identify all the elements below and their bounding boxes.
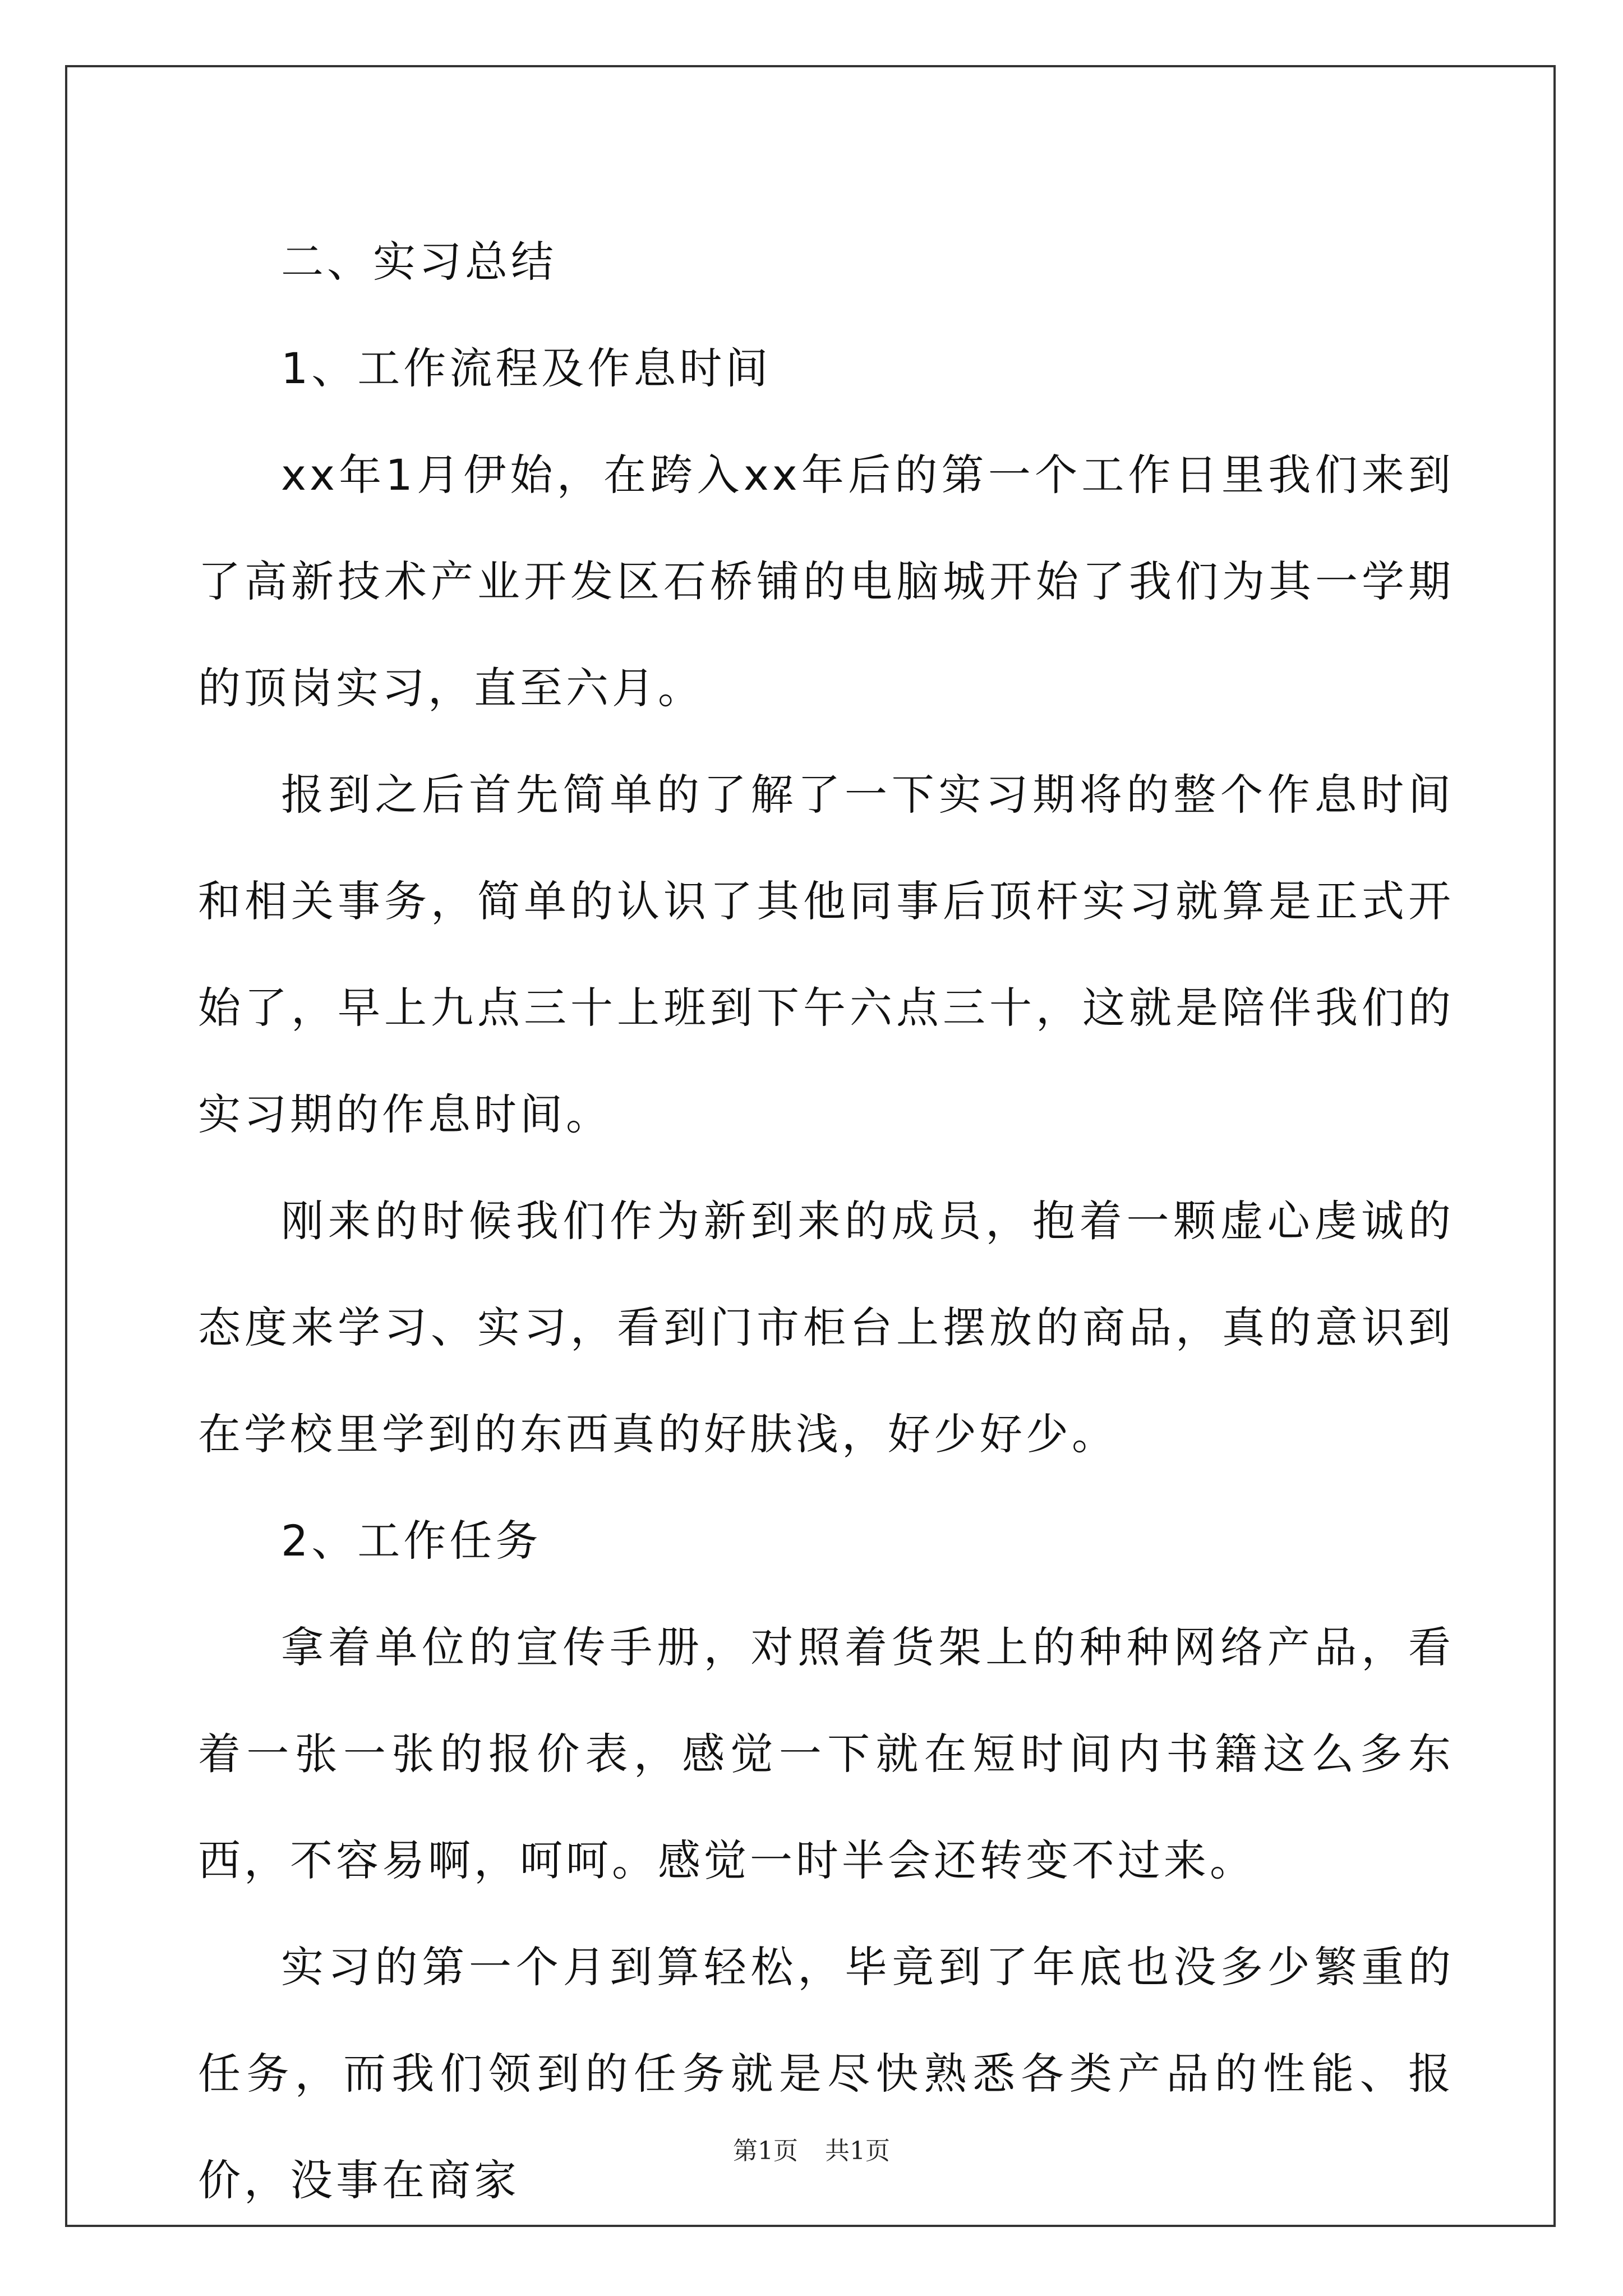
body-paragraph: 实习的第一个月到算轻松，毕竟到了年底也没多少繁重的任务，而我们领到的任务就是尽快熟悉各类产品的性能、报价，没事在商家 [198, 1942, 1454, 2205]
subsection-heading: 1、工作流程及作息时间 [281, 343, 772, 393]
body-paragraph: xx年1月伊始，在跨入xx年后的第一个工作日里我们来到了高新技术产业开发区石桥铺的电脑城开始了我们为其一学期的顶岗实习，直至六月。 [198, 450, 1454, 713]
page-total: 共1页 [825, 2137, 890, 2165]
body-paragraph: 刚来的时候我们作为新到来的成员，抱着一颗虚心虔诚的态度来学习、实习，看到门市柜台上摆放的商品，真的意识到在学校里学到的东西真的好肤浅，好少好少。 [198, 1196, 1454, 1459]
body-paragraph: 拿着单位的宣传手册，对照着货架上的种种网络产品，看着一张一张的报价表，感觉一下就在短时间内书籍这么多东西，不容易啊，呵呵。感觉一时半会还转变不过来。 [198, 1622, 1454, 1885]
body-paragraph: 报到之后首先简单的了解了一下实习期将的整个作息时间和相关事务，简单的认识了其他同事后顶杆实习就算是正式开始了，早上九点三十上班到下午六点三十，这就是陪伴我们的实习期的作息时间。 [198, 770, 1454, 1139]
section-heading: 二、实习总结 [281, 237, 557, 287]
page-number: 第1页 [733, 2137, 798, 2165]
page-footer [0, 2134, 1623, 2168]
document-body [198, 209, 1454, 2234]
subsection-heading: 2、工作任务 [281, 1516, 542, 1566]
